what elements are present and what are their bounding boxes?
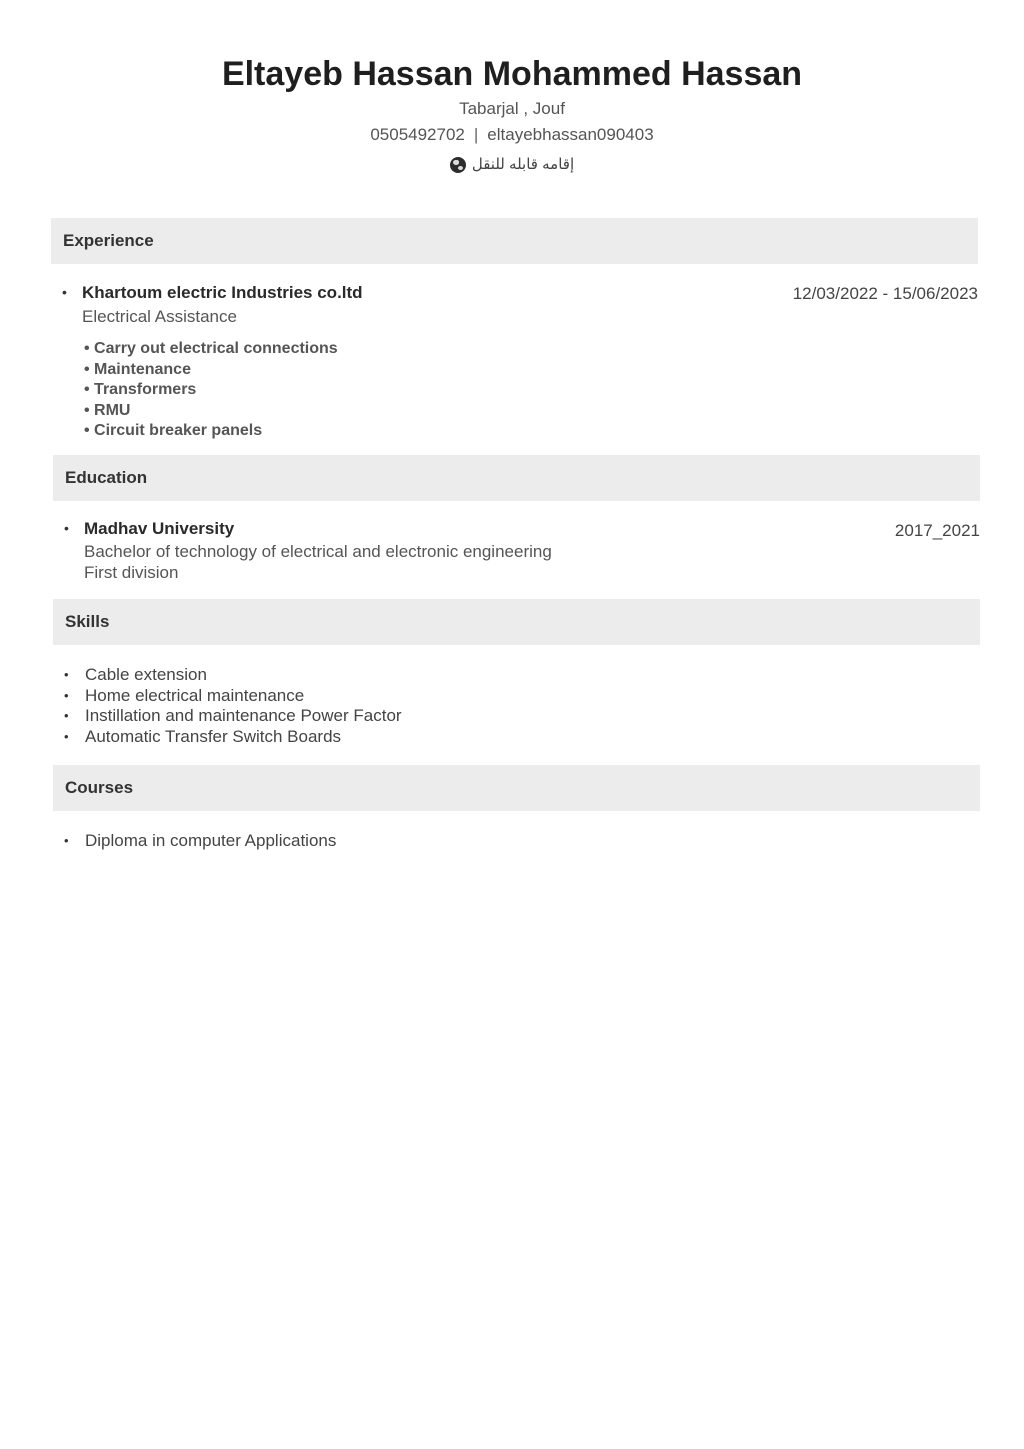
course-item: • Diploma in computer Applications: [64, 831, 336, 852]
skill-item: • Automatic Transfer Switch Boards: [64, 727, 402, 748]
section-header-education: Education: [53, 455, 980, 501]
experience-dates: 12/03/2022 - 15/06/2023: [792, 284, 978, 303]
contact-separator: |: [473, 125, 479, 144]
candidate-location: Tabarjal , Jouf: [459, 99, 565, 118]
skills-list: [64, 665, 402, 748]
education-dates: 2017_2021: [894, 521, 980, 540]
experience-entry: [62, 282, 562, 327]
degree-grade: First division: [84, 563, 179, 582]
email-address: eltayebhassan090403: [487, 125, 654, 144]
contact-line: [0, 124, 1024, 146]
school-name: Madhav University: [84, 519, 235, 538]
courses-list: [64, 831, 336, 852]
residency-text: إقامه قابله للنقل: [471, 156, 575, 173]
section-header-skills: Skills: [53, 599, 980, 645]
task-item: • Circuit breaker panels: [84, 422, 263, 439]
education-entry: [64, 518, 664, 583]
phone-number: 0505492702: [370, 125, 465, 144]
degree-name: Bachelor of technology of electrical and electronic engineering: [84, 542, 552, 561]
residency-line: [0, 154, 1024, 176]
skill-item: • Instillation and maintenance Power Factor: [64, 706, 402, 727]
task-item: • Maintenance: [84, 360, 191, 378]
company-name: Khartoum electric Industries co.ltd: [82, 283, 363, 302]
section-header-experience: Experience: [51, 218, 978, 264]
bullet: •: [62, 284, 67, 300]
job-role: Electrical Assistance: [82, 307, 237, 326]
globe-icon: [450, 157, 466, 173]
task-item: • Transformers: [84, 381, 197, 398]
task-item: • RMU: [84, 401, 131, 419]
skill-item: • Home electrical maintenance: [64, 686, 402, 707]
skill-item: • Cable extension: [64, 665, 402, 686]
candidate-name: Eltayeb Hassan Mohammed Hassan: [221, 55, 803, 93]
experience-task-list: [84, 339, 338, 442]
task-item: • Carry out electrical connections: [84, 340, 338, 357]
bullet: •: [64, 520, 69, 536]
resume-header: [0, 52, 1024, 176]
section-header-courses: Courses: [53, 765, 980, 811]
